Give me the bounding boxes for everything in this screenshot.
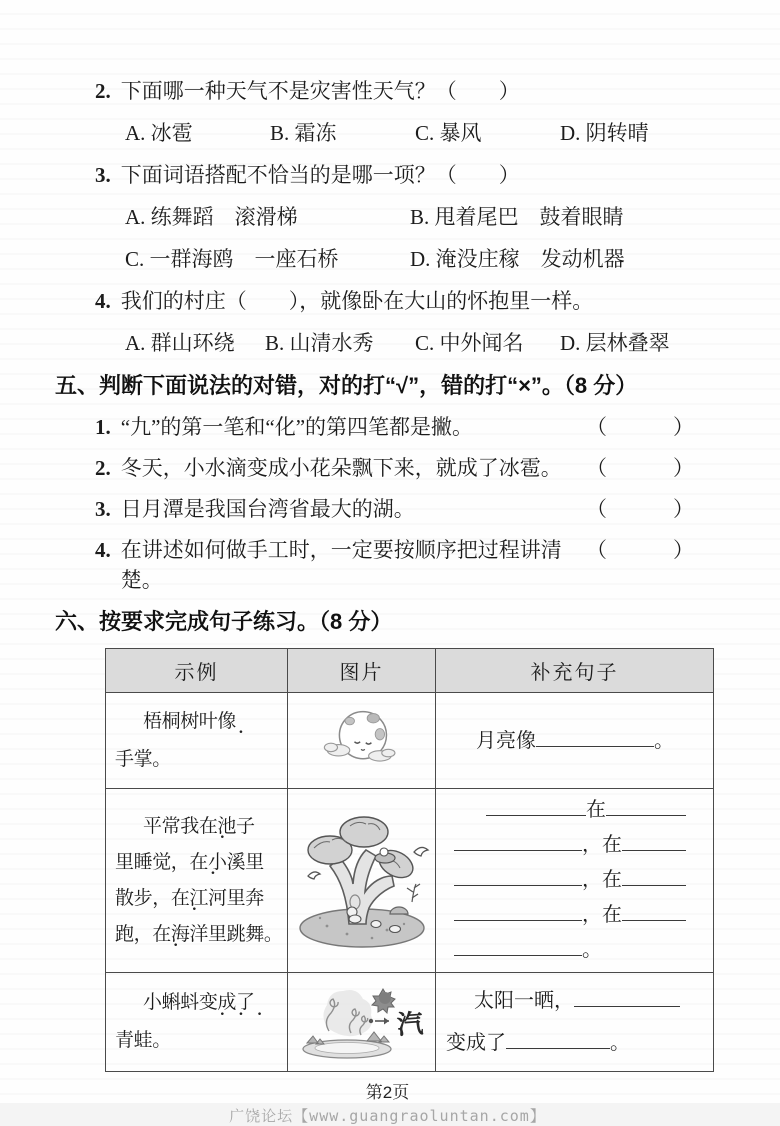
section-5-title: 五、判断下面说法的对错，对的打“√”，错的打“×”。（8 分） <box>55 373 638 398</box>
page-footer <box>55 1078 720 1126</box>
watermark-site: 广饶论坛【www.guangraoluntan.com】 <box>229 1107 546 1125</box>
answer-blank[interactable] <box>506 1029 610 1049</box>
option-d: D. 阴转晴 <box>560 121 649 145</box>
answer-parentheses[interactable]: （ ） <box>586 456 702 480</box>
fill-line <box>446 980 703 1022</box>
fill-in-sentence <box>436 973 714 1072</box>
fill-line <box>446 1022 703 1064</box>
example-sentence: 梧桐树叶像 手掌。 <box>106 693 288 789</box>
header-image: 图片 <box>288 649 436 693</box>
header-complete-sentence: 补充句子 <box>436 649 714 693</box>
table-row <box>106 973 714 1072</box>
emphasized-char: 在 <box>170 887 190 909</box>
option-b: B. 山清水秀 <box>265 331 374 355</box>
emphasized-char: 在 <box>152 923 171 945</box>
item-number: 2. <box>95 456 111 480</box>
moon-with-clouds-icon <box>288 693 436 789</box>
sentence-practice-table <box>105 648 714 1072</box>
question-text: 下面词语搭配不恰当的是哪一项？（ ） <box>120 163 520 187</box>
item-number: 3. <box>95 497 111 521</box>
item-number: 1. <box>95 415 111 439</box>
fill-text: ，在 <box>582 869 622 891</box>
answer-blank[interactable] <box>486 796 586 816</box>
answer-parentheses[interactable]: （ ） <box>586 415 702 439</box>
section-6-title: 六、按要求完成句子练习。（8 分） <box>55 609 393 634</box>
answer-blank[interactable] <box>454 831 582 851</box>
question-3-options-row-1 <box>125 202 720 232</box>
answer-blank[interactable] <box>622 831 686 851</box>
fill-in-sentence <box>436 789 714 973</box>
fill-text: 。 <box>610 1032 630 1054</box>
fill-line <box>446 828 703 863</box>
spacer <box>446 955 454 956</box>
spacer <box>446 815 486 816</box>
answer-parentheses[interactable]: （ ） <box>586 538 702 562</box>
fill-text: 。 <box>654 729 674 752</box>
spacer <box>446 1006 474 1007</box>
question-text: 我们的村庄（ ），就像卧在大山的怀抱里一样。 <box>120 289 594 313</box>
table-row <box>106 693 714 789</box>
question-2-options <box>125 118 720 148</box>
pond-evaporation-icon <box>288 973 436 1072</box>
question-4 <box>95 286 720 316</box>
question-number: 4. <box>95 289 111 313</box>
answer-blank[interactable] <box>454 936 582 956</box>
question-2 <box>95 76 720 106</box>
spacer <box>446 885 454 886</box>
vapor-character-label: 汽 <box>396 1008 425 1040</box>
page-number: 第2页 <box>365 1083 410 1102</box>
tree-on-island-icon <box>288 789 436 973</box>
fill-text: 在 <box>586 799 606 821</box>
spacer <box>446 746 476 747</box>
question-number: 3. <box>95 163 111 187</box>
question-3 <box>95 160 720 190</box>
example-sentence: 平常我在池子 里睡觉，在小溪里 散步，在江河里奔 跑，在海洋里跳舞。 <box>106 789 288 973</box>
item-text: “九”的第一笔和“化”的第四笔都是撇。 <box>120 415 474 439</box>
fill-line <box>446 793 703 828</box>
answer-blank[interactable] <box>606 796 686 816</box>
judge-item-2 <box>95 453 702 483</box>
option-b: B. 霜冻 <box>270 121 337 145</box>
item-text: 日月潭是我国台湾省最大的湖。 <box>120 497 415 521</box>
question-4-options <box>125 328 720 358</box>
judge-item-4 <box>95 535 702 595</box>
fill-text: 。 <box>582 939 602 961</box>
fill-line <box>446 933 703 968</box>
fill-text: 月亮像 <box>476 729 536 752</box>
emphasized-char: 变 <box>198 992 218 1013</box>
emphasized-char: 了 <box>236 992 255 1013</box>
option-c: C. 中外闻名 <box>415 331 524 355</box>
option-d: D. 层林叠翠 <box>560 331 670 355</box>
judge-item-3 <box>95 494 702 524</box>
fill-text: ，在 <box>582 904 622 926</box>
option-c: C. 暴风 <box>415 121 482 145</box>
option-c: C. 一群海鸥 一座石桥 <box>125 247 339 271</box>
answer-blank[interactable] <box>454 901 582 921</box>
option-a: A. 冰雹 <box>125 121 193 145</box>
fill-text: 变成了 <box>446 1032 506 1054</box>
option-b: B. 甩着尾巴 鼓着眼睛 <box>410 205 624 229</box>
fill-in-sentence <box>436 693 714 789</box>
question-3-options-row-2 <box>125 244 720 274</box>
judge-item-1 <box>95 412 702 442</box>
header-example: 示例 <box>106 649 288 693</box>
item-number: 4. <box>95 538 111 562</box>
answer-blank[interactable] <box>574 987 680 1007</box>
emphasized-char: 在 <box>198 815 218 837</box>
fill-line <box>446 898 703 933</box>
table-row <box>106 789 714 973</box>
answer-blank[interactable] <box>454 866 582 886</box>
answer-blank[interactable] <box>536 727 654 747</box>
answer-blank[interactable] <box>622 901 686 921</box>
item-text: 在讲述如何做手工时，一定要按顺序把过程讲清楚。 <box>120 538 562 592</box>
question-number: 2. <box>95 79 111 103</box>
spacer <box>446 920 454 921</box>
fill-line <box>446 863 703 898</box>
option-a: A. 练舞蹈 滚滑梯 <box>125 205 298 229</box>
answer-parentheses[interactable]: （ ） <box>586 497 702 521</box>
fill-text: 太阳一晒， <box>474 990 574 1012</box>
example-sentence: 小蝌蚪变成了 青蛙。 <box>106 973 288 1072</box>
fill-line <box>446 720 703 762</box>
table-header-row <box>106 649 714 693</box>
emphasized-char: 像 <box>217 710 237 732</box>
item-text: 冬天，小水滴变成小花朵飘下来，就成了冰雹。 <box>120 456 562 480</box>
emphasized-char: 成 <box>217 992 237 1013</box>
spacer <box>446 850 454 851</box>
question-text: 下面哪一种天气不是灾害性天气？（ ） <box>120 79 520 103</box>
option-a: A. 群山环绕 <box>125 331 235 355</box>
option-d: D. 淹没庄稼 发动机器 <box>410 247 625 271</box>
emphasized-char: 在 <box>189 851 209 873</box>
answer-blank[interactable] <box>622 866 686 886</box>
fill-text: ，在 <box>582 834 622 856</box>
